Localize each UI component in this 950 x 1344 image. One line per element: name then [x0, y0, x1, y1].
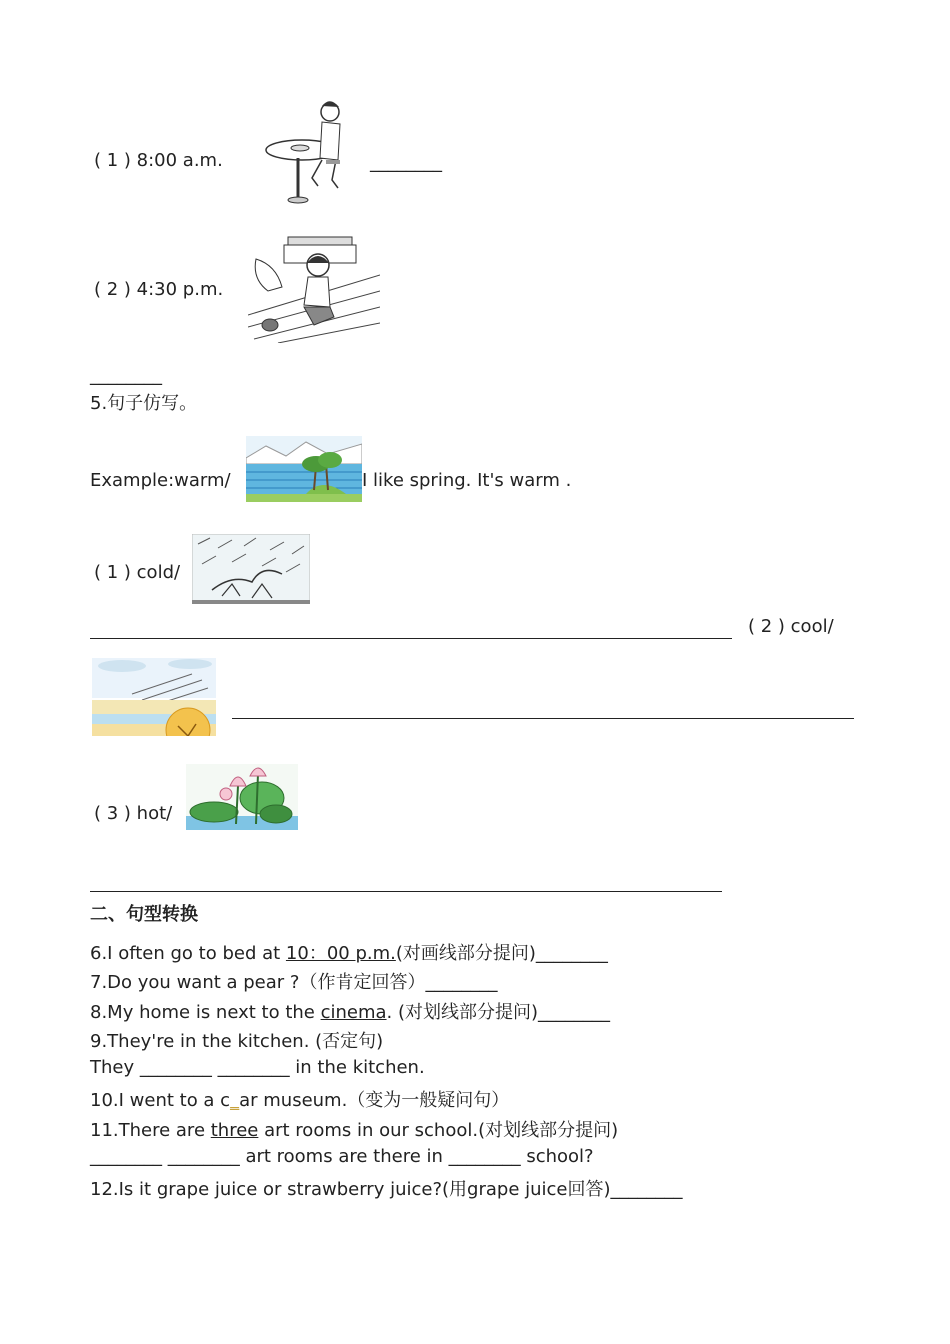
item2-answer-blank[interactable]: ________	[90, 365, 162, 386]
girl-in-living-room-icon	[248, 235, 380, 343]
q11-underlined: three	[210, 1120, 259, 1141]
question-11	[90, 1116, 618, 1142]
q6-underlined: 10：00 p.m.	[285, 943, 396, 964]
question-6	[90, 939, 608, 965]
q5-item1-answer-line[interactable]	[90, 638, 732, 639]
cool-autumn-beach-icon	[92, 658, 216, 736]
item1-answer-blank[interactable]: ________	[370, 152, 442, 173]
question-9-answer[interactable]: They ________ ________ in the kitchen.	[90, 1057, 425, 1078]
question-9: 9.They're in the kitchen. (否定句)	[90, 1031, 384, 1052]
spring-lake-icon	[246, 436, 362, 502]
item2-time-label: ( 2 ) 4:30 p.m.	[94, 279, 224, 300]
cold-wind-rain-icon	[192, 534, 310, 604]
q5-title: 5.句子仿写。	[90, 393, 198, 414]
item1-time-label: ( 1 ) 8:00 a.m.	[94, 150, 223, 171]
question-11-answer[interactable]: ________ ________ art rooms are there in ________ school?	[90, 1146, 594, 1167]
q11-text-a: 11.There are	[90, 1120, 211, 1141]
q5-item3-label: ( 3 ) hot/	[94, 803, 173, 824]
q8-underlined: cinema	[320, 1002, 387, 1023]
q6-text-a: 6.I often go to bed at	[90, 943, 286, 964]
q8-text-b: . (对划线部分提问)________	[386, 1002, 611, 1023]
question-10	[90, 1086, 509, 1112]
q6-text-b: (对画线部分提问)________	[395, 943, 608, 964]
q10-text-a: 10.I went to a c	[90, 1090, 231, 1111]
question-7: 7.Do you want a pear ?（作肯定回答）________	[90, 972, 498, 993]
q5-item2-label: ( 2 ) cool/	[748, 616, 834, 637]
q11-text-b: art rooms in our school.(对划线部分提问)	[258, 1120, 619, 1141]
q10-underlined: _	[230, 1090, 240, 1111]
question-8	[90, 998, 610, 1024]
q5-item1-label: ( 1 ) cold/	[94, 562, 181, 583]
example-sentence: I like spring. It's warm .	[362, 470, 572, 491]
section2-title: 二、句型转换	[90, 904, 198, 925]
hot-lotus-pond-icon	[186, 764, 298, 830]
q8-text-a: 8.My home is next to the	[90, 1002, 321, 1023]
q10-text-b: ar museum.（变为一般疑问句）	[239, 1090, 510, 1111]
q5-item3-answer-line[interactable]	[90, 891, 722, 892]
question-12: 12.Is it grape juice or strawberry juice?(用grape juice回答)________	[90, 1179, 683, 1200]
example-prefix: Example:warm/	[90, 470, 231, 491]
boy-at-table-icon	[262, 98, 348, 206]
q5-item2-answer-line[interactable]	[232, 718, 854, 719]
